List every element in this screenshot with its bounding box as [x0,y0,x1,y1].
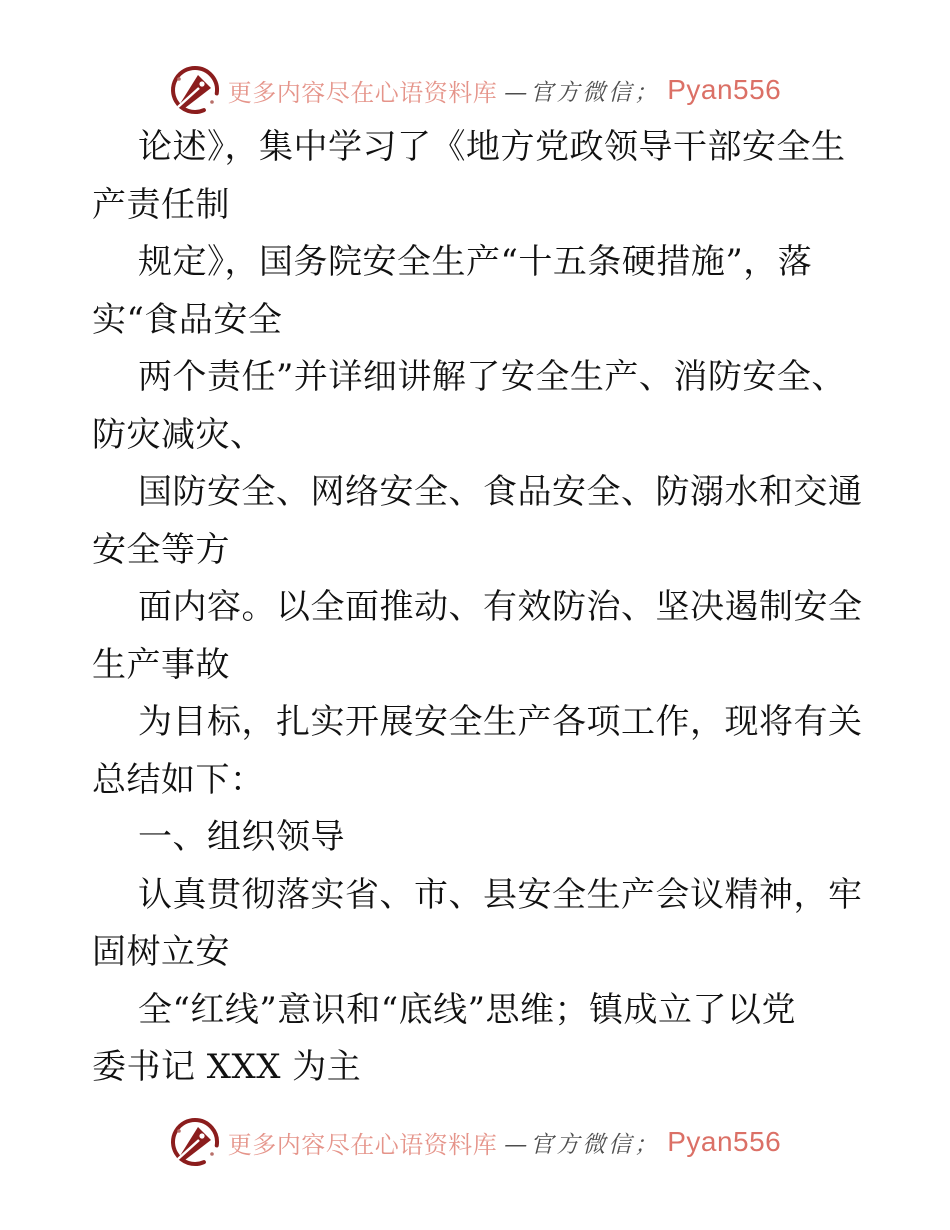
text-line: 全“红线”意识和“底线”思维；镇成立了以党 [138,989,797,1030]
text-line: 规定》，国务院安全生产“十五条硬措施”，落 [138,242,813,282]
section-heading: 一、组织领导 [138,817,345,857]
text-line: 总结如下： [92,759,265,800]
watermark-wechat-label: —官方微信； [504,1131,661,1158]
text-line: 国防安全、网络安全、食品安全、防溺水和交通 [138,472,863,512]
watermark-brand-text: 更多内容尽在心语资料库 [227,78,498,107]
text-line: 两个责任”并详细讲解了安全生产、消防安全、 [138,357,846,397]
pen-nib-circle-icon [169,1116,221,1168]
pen-nib-circle-icon [169,64,221,116]
text-line: 委书记 XXX 为主 [92,1047,362,1087]
watermark-wechat-label: —官方微信； [504,79,661,106]
document-body [92,119,882,1097]
watermark-footer [0,1116,950,1168]
watermark-wechat-id: Pyan556 [667,74,782,105]
text-line: 产责任制 [92,184,230,225]
text-line: 为目标，扎实开展安全生产各项工作，现将有关 [138,702,863,742]
text-line: 防灾减灾、 [92,414,265,455]
text-line: 安全等方 [92,529,230,570]
watermark-brand-text: 更多内容尽在心语资料库 [227,1130,498,1159]
text-line: 固树立安 [92,932,230,972]
text-line: 认真贯彻落实省、市、县安全生产会议精神，牢 [138,874,863,915]
text-line: 实“食品安全 [92,299,283,340]
text-line: 论述》，集中学习了《地方党政领导干部安全生 [138,127,846,167]
watermark-wechat-id: Pyan556 [667,1126,782,1157]
watermark-header [0,64,950,116]
text-line: 生产事故 [92,644,230,685]
text-line: 面内容。以全面推动、有效防治、坚决遏制安全 [138,587,863,627]
